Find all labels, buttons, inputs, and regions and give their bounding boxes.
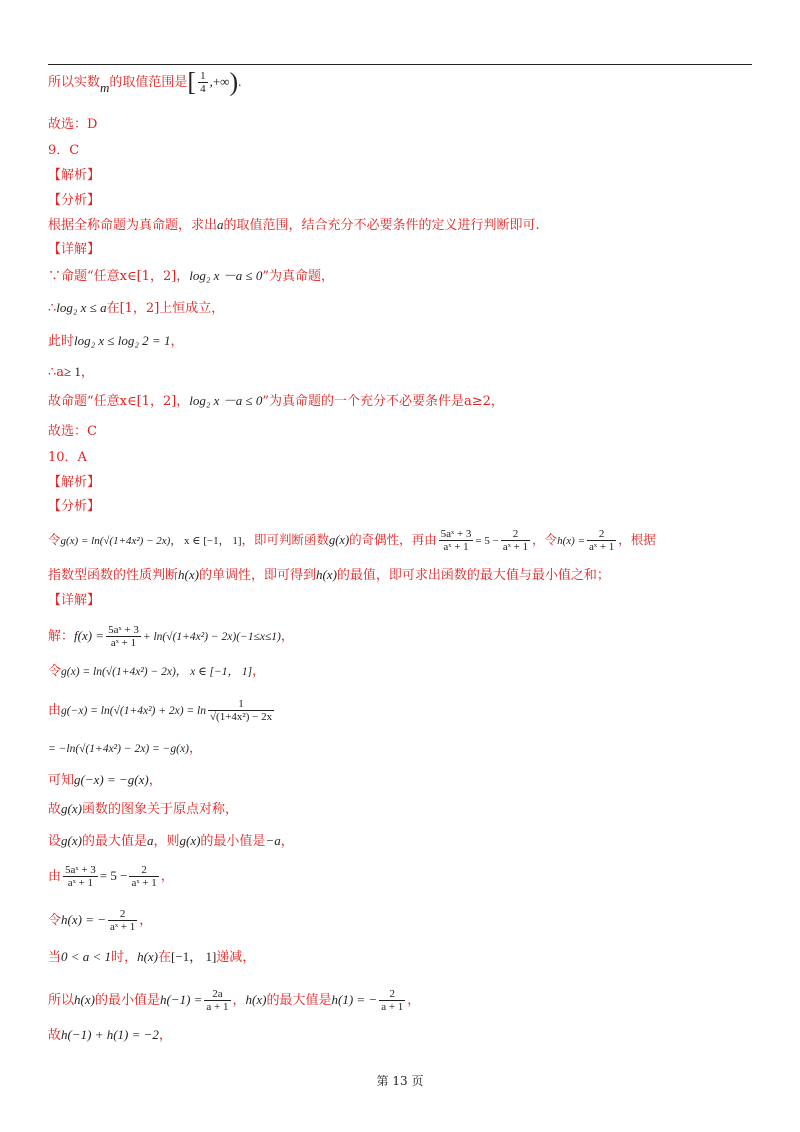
line-q9-therefore: ∴log₂ x ≤ a在[1，2]上恒成立， bbox=[48, 300, 225, 316]
question-9-header: 9．C bbox=[48, 143, 80, 158]
line-q10-decreasing: 当0 < a < 1时，h(x)在[−1， 1]递减， bbox=[48, 949, 256, 965]
math-inequality: log₂ x －a ≤ 0 bbox=[189, 268, 263, 283]
math-expression: g(x) = ln(√(1+4x²) − 2x) bbox=[60, 535, 171, 547]
math-expression: = −ln(√(1+4x²) − 2x) = −g(x) bbox=[48, 743, 189, 755]
math-expression: g(x) bbox=[61, 801, 82, 816]
math-expression: = 5 − bbox=[475, 535, 499, 547]
question-10-header: 10．A bbox=[48, 450, 87, 465]
math-expression: h(x) = bbox=[557, 535, 586, 547]
math-expression: h(x) = − bbox=[61, 912, 106, 927]
line-q9-result: ∴a≥ 1， bbox=[48, 364, 94, 380]
section-fenxi: 【分析】 bbox=[48, 193, 101, 208]
math-expression: h(−1) + h(1) = −2 bbox=[61, 1027, 159, 1042]
math-expression: g(−x) = ln(√(1+4x²) + 2x) = ln bbox=[61, 705, 207, 717]
math-expression: g(x) bbox=[329, 533, 350, 547]
fraction: $\frac{2}{\text{aˣ + 1}}$ bbox=[589, 528, 615, 553]
fraction: $\frac{1}{\text{√(1+4x²) − 2x}}$ bbox=[210, 698, 273, 723]
math-expression: h(x) bbox=[74, 992, 95, 1007]
line-q10-method-cont: 指数型函数的性质判断h(x)的单调性，即可得到h(x)的最值，即可求出函数的最大值与最小值之和； bbox=[48, 567, 610, 583]
line-q9-premise: ∵命题“任意x∈[1，2]，log₂ x －a ≤ 0”为真命题， bbox=[48, 268, 334, 284]
text: 所以实数 bbox=[48, 75, 101, 90]
math-expression: g(x) bbox=[61, 833, 82, 848]
math-var-m: m bbox=[100, 80, 110, 95]
fraction: $\frac{\text{5aˣ + 3}}{\text{aˣ + 1}}$ bbox=[440, 528, 472, 553]
header-rule bbox=[48, 64, 752, 65]
math-expression: h(−1) = bbox=[159, 992, 203, 1007]
math-expression: −a bbox=[265, 833, 281, 848]
bracket-open: [ bbox=[187, 67, 197, 97]
line-q9-conclusion: 故命题“任意x∈[1，2]，log₂ x －a ≤ 0”为真命题的一个充分不必要条件是a≥2， bbox=[48, 393, 504, 409]
fraction: $\frac{2}{a + 1}$ bbox=[381, 988, 404, 1013]
line-q10-g-neg: 由g(−x) = ln(√(1+4x²) + 2x) = ln $\frac{1}{\text{√(1+4x²) − 2x}}$ bbox=[48, 698, 273, 723]
line-q9-method: 根据全称命题为真命题，求出a的取值范围，结合充分不必要条件的定义进行判断即可. bbox=[48, 217, 540, 233]
math-expression: ≥ 1 bbox=[64, 364, 81, 379]
math-var-a: a bbox=[217, 217, 224, 232]
line-q10-function: 解：f(x) = $\frac{\text{5aˣ + 3}}{\text{aˣ + 1}}$ + ln(√(1+4x²) − 2x)(−1≤x≤1)， bbox=[48, 624, 294, 649]
line-q10-split: 由 $\frac{\text{5aˣ + 3}}{\text{aˣ + 1}}$ = 5 − $\frac{2}{\text{aˣ + 1}}$ ， bbox=[48, 864, 174, 889]
math-expression: h(x) bbox=[178, 567, 199, 582]
fraction: $\frac{\text{5aˣ + 3}}{\text{aˣ + 1}}$ bbox=[65, 864, 96, 889]
section-analysis: 【解析】 bbox=[48, 168, 101, 183]
line-q10-maxmin: 设g(x)的最大值是a，则g(x)的最小值是−a， bbox=[48, 833, 294, 849]
section-fenxi: 【分析】 bbox=[48, 499, 101, 514]
line-q9-bound: 此时log₂ x ≤ log₂ 2 = 1， bbox=[48, 333, 184, 349]
math-expression: [−1， 1] bbox=[171, 949, 217, 964]
page-number: 第 13 页 bbox=[376, 1074, 424, 1088]
fraction-quarter: $\frac{1}{4}$ bbox=[200, 70, 206, 95]
math-expression: log₂ x ≤ log₂ 2 = 1 bbox=[74, 333, 171, 348]
bracket-close: ) bbox=[229, 67, 239, 97]
text: . bbox=[238, 74, 242, 89]
math-expression: h(x) bbox=[137, 949, 159, 964]
line-q10-method: 令g(x) = ln(√(1+4x²) − 2x)， x ∈ [−1， 1]，即可判断函数g(x)的奇偶性，再由 $\frac{\text{5aˣ + 3}}{\text{aˣ + 1}}$ = 5 − $\frac{2}{\text{aˣ + 1}}$ ，令h(x) = $\frac{2}{\text{aˣ + 1}}$ ，根据 bbox=[48, 528, 656, 553]
math-var-a: a bbox=[146, 833, 154, 848]
line-q10-sum: 故h(−1) + h(1) = −2， bbox=[48, 1027, 172, 1043]
math-expression: ， x ∈ [−1， 1] bbox=[170, 535, 242, 547]
fraction: $\frac{2}{\text{aˣ + 1}}$ bbox=[502, 528, 529, 553]
math-expression: g(x) bbox=[179, 833, 201, 848]
math-infinity: ,+∞ bbox=[209, 74, 230, 89]
math-expression: h(x) bbox=[245, 992, 267, 1007]
math-expression: g(−x) = −g(x) bbox=[74, 772, 149, 787]
line-q10-symmetry: 故g(x)函数的图象关于原点对称， bbox=[48, 801, 238, 817]
math-inequality: log₂ x －a ≤ 0 bbox=[189, 393, 263, 408]
line-q10-define-h: 令h(x) = − $\frac{2}{\text{aˣ + 1}}$ ， bbox=[48, 908, 153, 933]
math-expression: = 5 − bbox=[99, 868, 128, 883]
math-expression: h(x) bbox=[315, 567, 337, 582]
math-expression: f(x) = bbox=[74, 628, 105, 643]
section-analysis: 【解析】 bbox=[48, 475, 101, 490]
math-expression: 0 < a < 1 bbox=[61, 949, 112, 964]
line-answer-d: 故选：D bbox=[48, 117, 98, 132]
line-range-conclusion bbox=[48, 67, 242, 97]
line-answer-c: 故选：C bbox=[48, 424, 97, 439]
section-detail: 【详解】 bbox=[48, 242, 101, 257]
line-q10-know: 可知g(−x) = −g(x)， bbox=[48, 772, 162, 788]
fraction: $\frac{\text{5aˣ + 3}}{\text{aˣ + 1}}$ bbox=[108, 624, 139, 649]
fraction: $\frac{2}{\text{aˣ + 1}}$ bbox=[110, 908, 136, 933]
fraction: $\frac{2}{\text{aˣ + 1}}$ bbox=[131, 864, 157, 889]
math-inequality: log₂ x ≤ a bbox=[56, 300, 107, 315]
section-detail: 【详解】 bbox=[48, 593, 101, 608]
math-expression: h(1) = − bbox=[331, 992, 378, 1007]
line-q10-h-extremes: 所以h(x)的最小值是h(−1) = $\frac{2a}{a + 1}$ ，h(x)的最大值是h(1) = − $\frac{2}{a + 1}$ ， bbox=[48, 988, 421, 1013]
line-q10-g-odd: = −ln(√(1+4x²) − 2x) = −g(x)， bbox=[48, 741, 202, 756]
math-expression: g(x) = ln(√(1+4x²) − 2x)， x ∈ [−1， 1] bbox=[61, 666, 253, 678]
math-expression: + ln(√(1+4x²) − 2x)(−1≤x≤1) bbox=[142, 631, 281, 643]
fraction: $\frac{2a}{a + 1}$ bbox=[206, 988, 229, 1013]
line-q10-define-g: 令g(x) = ln(√(1+4x²) − 2x)， x ∈ [−1， 1]， bbox=[48, 664, 266, 679]
text: 的取值范围是 bbox=[109, 75, 188, 90]
